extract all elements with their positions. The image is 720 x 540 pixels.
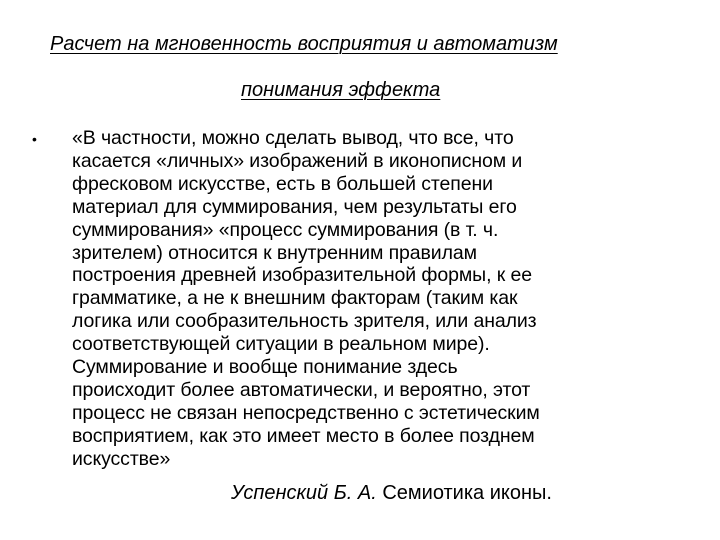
attribution (231, 481, 552, 505)
quote-line: процесс не связан непосредственно с эстетическим (72, 401, 540, 424)
quote-line: материал для суммирования, чем результаты его (72, 195, 517, 218)
quote-line: грамматике, а не к внешним факторам (таким как (72, 287, 518, 310)
slide-title-line-1: Расчет на мгновенность восприятия и автоматизм (50, 33, 558, 55)
quote-line: зрителем) относится к внутренним правилам (72, 241, 477, 264)
quote-line: восприятием, как это имеет место в более позднем (72, 424, 535, 447)
quote-line: Суммирование и вообще понимание здесь (72, 356, 458, 379)
quote-line: искусстве» (72, 447, 171, 470)
attribution-author: Успенский Б. А. (231, 482, 377, 504)
quote-line: соответствующей ситуации в реальном мире). (72, 333, 490, 356)
quote-line: логика или сообразительность зрителя, или анализ (72, 310, 537, 333)
quote-line: построения древней изобразительной формы, к ее (72, 264, 532, 287)
bullet-marker: • (32, 131, 37, 147)
quote-line: касается «личных» изображений в иконописном и (72, 149, 523, 172)
quote-line: происходит более автоматически, и вероятно, этот (72, 378, 531, 401)
slide-title-line-2: понимания эффекта (241, 79, 441, 101)
quote-line: фресковом искусстве, есть в большей степени (72, 172, 493, 195)
quote-line: суммирования» «процесс суммирования (в т. ч. (72, 218, 499, 241)
quote-body (72, 127, 662, 471)
attribution-work: Семиотика иконы. (382, 482, 552, 504)
quote-line: «В частности, можно сделать вывод, что все, что (72, 127, 514, 149)
